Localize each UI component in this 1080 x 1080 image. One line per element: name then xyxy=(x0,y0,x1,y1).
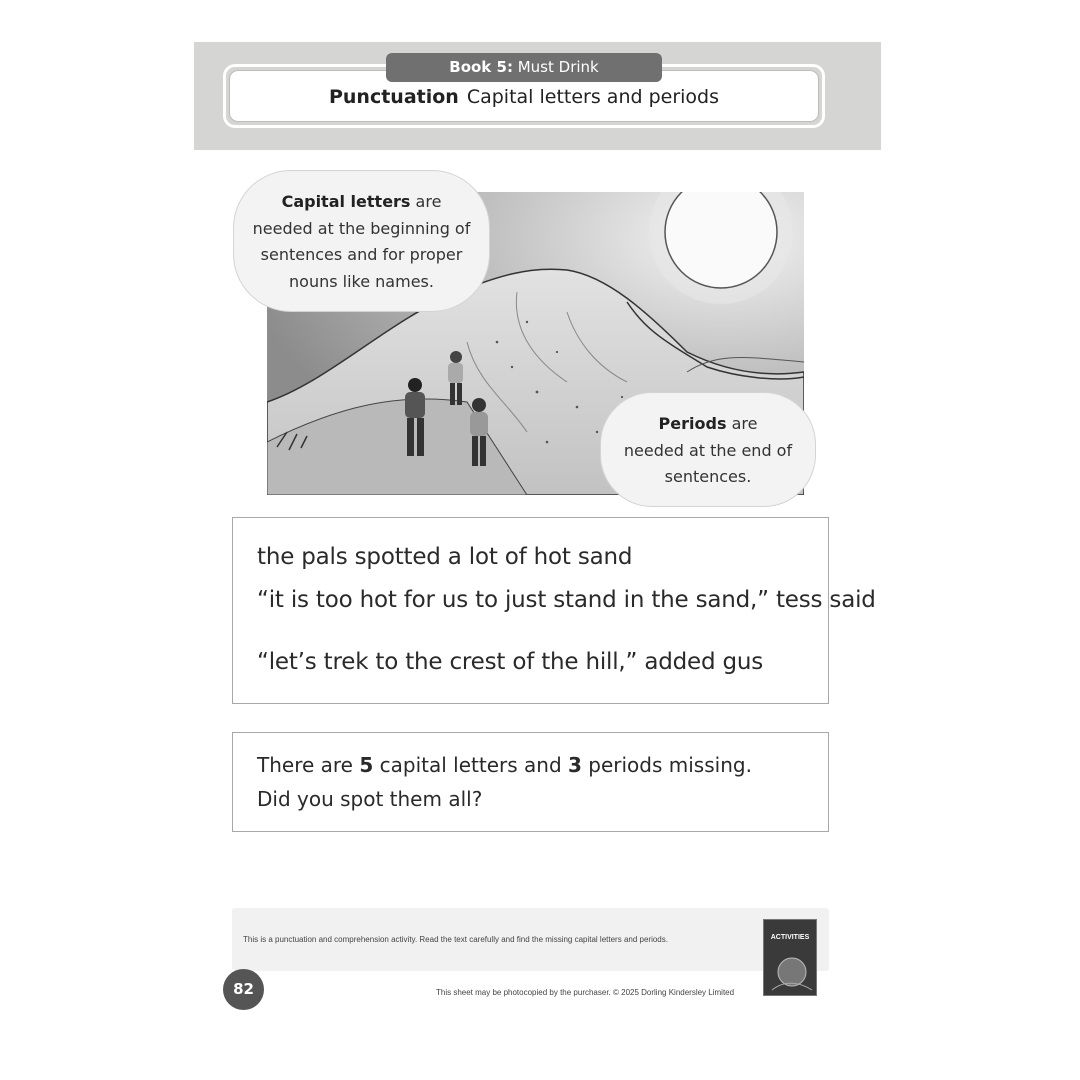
periods-count: 3 xyxy=(568,753,582,777)
answer-text: There are xyxy=(257,753,353,777)
footer-note: This is a punctuation and comprehension activity. Read the text carefully and find the missing capital letters and periods. xyxy=(243,935,668,944)
book-label xyxy=(386,53,662,82)
book-cover-thumbnail xyxy=(763,919,817,996)
sentences-box xyxy=(232,517,876,704)
bubble-text: sentences and for proper xyxy=(260,245,463,264)
answer-box xyxy=(232,732,829,832)
book-number: Book 5: xyxy=(449,58,513,76)
sentence: “let’s trek to the crest of the hill,” added gus xyxy=(257,649,764,675)
periods-term: Periods xyxy=(658,414,727,433)
cover-art xyxy=(764,920,817,996)
periods-bubble xyxy=(600,392,816,507)
capital-letters-term: Capital letters xyxy=(281,192,411,211)
sentence: “it is too hot for us to just stand in the sand,” tess said xyxy=(257,587,876,613)
bubble-text: needed at the beginning of xyxy=(252,218,471,238)
topic-label: Punctuation xyxy=(328,86,459,108)
bubble-text: needed at the end of xyxy=(623,440,793,460)
topic-subtitle: Capital letters and periods xyxy=(466,86,720,108)
page-number: 82 xyxy=(223,969,264,1010)
answer-text: capital letters and xyxy=(379,753,562,777)
copyright-notice: This sheet may be photocopied by the purchaser. © 2025 Dorling Kindersley Limited xyxy=(436,988,735,997)
cover-title: ACTIVITIES xyxy=(770,934,810,941)
capitals-count: 5 xyxy=(359,753,374,777)
bubble-text: are xyxy=(731,414,758,433)
page-title xyxy=(229,86,819,108)
capital-letters-bubble xyxy=(233,170,490,312)
sentence: the pals spotted a lot of hot sand xyxy=(257,544,633,570)
answer-text: periods missing. xyxy=(588,753,752,777)
book-title: Must Drink xyxy=(517,58,599,76)
bubble-text: sentences. xyxy=(664,467,752,486)
bubble-text: are xyxy=(415,192,442,211)
answer-question: Did you spot them all? xyxy=(257,787,483,811)
answer-line xyxy=(257,753,752,777)
bubble-text: nouns like names. xyxy=(289,271,434,291)
